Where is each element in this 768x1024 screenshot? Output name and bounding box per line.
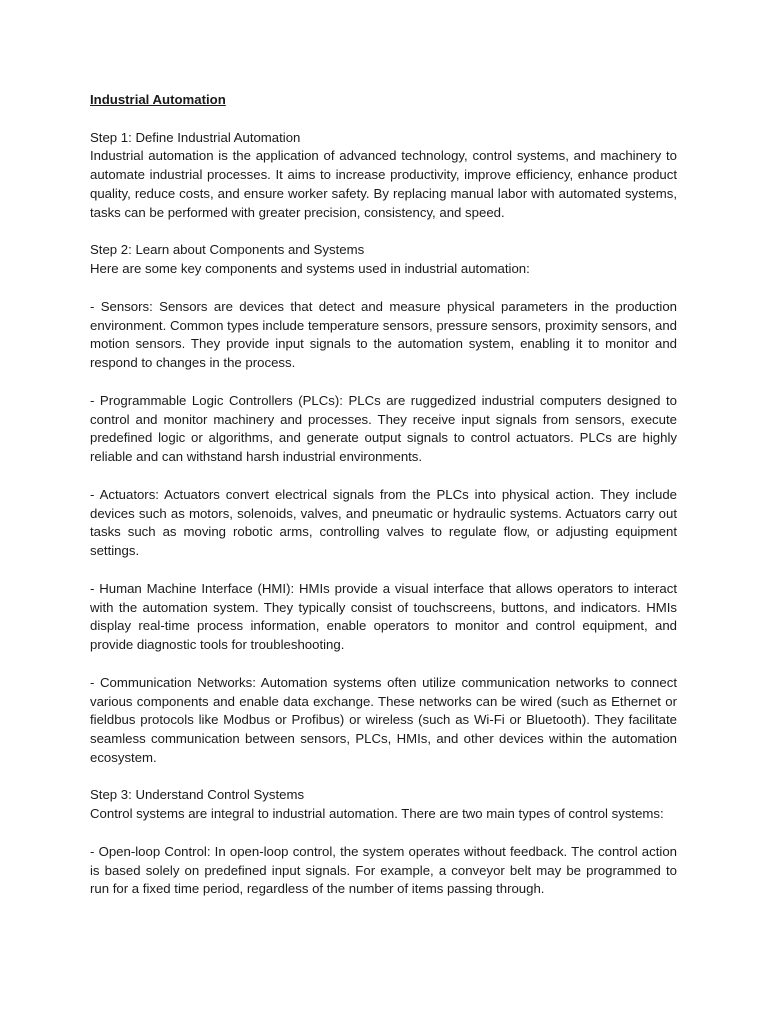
step1-section — [90, 129, 677, 223]
list-item-open-loop — [90, 843, 677, 899]
step1-heading: Step 1: Define Industrial Automation — [90, 129, 301, 145]
networks-paragraph: - Communication Networks: Automation systems often utilize communication networks to connect various components and enable data exchange. These networks can be wired (such as Ethernet or fieldbus protocols like Modbus or Profibus) or wireless (such as Wi-Fi or Bluetooth). They facilitate seamless communication between sensors, PLCs, HMIs, and other devices within the automation ecosystem. — [90, 674, 677, 765]
plcs-paragraph: - Programmable Logic Controllers (PLCs): PLCs are ruggedized industrial computers designed to control and monitor machinery and processes. They receive input signals from sensors, execute predefined logic or algorithms, and generate output signals to control actuators. PLCs are highly reliable and can withstand harsh industrial environments. — [90, 392, 677, 465]
open-loop-paragraph: - Open-loop Control: In open-loop control, the system operates without feedback. The control action is based solely on predefined input signals. For example, a conveyor belt may be programmed to run for a fixed time period, regardless of the number of items passing through. — [90, 843, 677, 897]
sensors-paragraph: - Sensors: Sensors are devices that detect and measure physical parameters in the production environment. Common types include temperature sensors, pressure sensors, proximity sensors, and motion sensors. They provide input signals to the automation system, enabling it to monitor and respond to changes in the process. — [90, 298, 677, 371]
hmi-paragraph: - Human Machine Interface (HMI): HMIs provide a visual interface that allows operators to interact with the automation system. They typically consist of touchscreens, buttons, and indicators. HMIs display real-time process information, enable operators to monitor and control equipment, and provide diagnostic tools for troubleshooting. — [90, 580, 677, 653]
step2-intro: Here are some key components and systems used in industrial automation: — [90, 261, 530, 277]
list-item-hmi — [90, 580, 677, 655]
document-page — [90, 91, 677, 918]
list-item-sensors — [90, 298, 677, 373]
list-item-plcs — [90, 392, 677, 467]
step2-heading: Step 2: Learn about Components and Systems — [90, 242, 365, 258]
actuators-paragraph: - Actuators: Actuators convert electrical signals from the PLCs into physical action. They include devices such as motors, solenoids, valves, and pneumatic or hydraulic systems. Actuators carry out tasks such as moving robotic arms, controlling valves to regulate flow, or adjusting equipment settings. — [90, 486, 677, 559]
document-title: Industrial Automation — [90, 92, 226, 107]
step3-section — [90, 786, 677, 824]
list-item-actuators — [90, 486, 677, 561]
step3-heading: Step 3: Understand Control Systems — [90, 787, 305, 803]
step2-section — [90, 241, 677, 279]
step1-body: Industrial automation is the application of advanced technology, control systems, and machinery to automate industrial processes. It aims to increase productivity, improve efficiency, enhance product quality, reduce costs, and ensure worker safety. By replacing manual labor with automated systems, tasks can be performed with greater precision, consistency, and speed. — [90, 148, 677, 220]
list-item-networks — [90, 674, 677, 768]
step3-intro: Control systems are integral to industrial automation. There are two main types of control systems: — [90, 806, 664, 822]
